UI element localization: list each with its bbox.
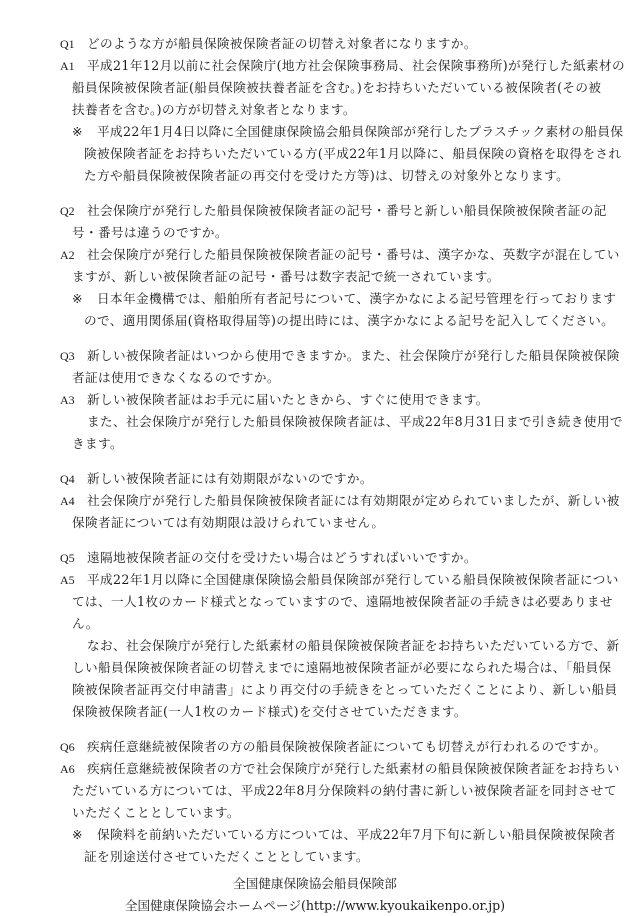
a5-text: 険被保険者証再交付申請書」により再交付の手続きをとっていただくことにより、新しい船員: [72, 682, 618, 697]
a2-text: 社会保険庁が発行した船員保険被保険者証の記号・番号は、漢字かな、英数字が混在してい: [87, 247, 620, 262]
a2-label: A2: [60, 248, 75, 262]
a1-note: 平成22年1月4日以降に全国健康保険協会船員保険部が発行したプラスチック素材の船員保: [97, 124, 624, 139]
q2-text: 号・番号は違うのですか。: [72, 225, 228, 240]
a4-text: 保険者証については有効期限は設けられていません。: [72, 515, 385, 530]
a4-label: A4: [60, 494, 75, 508]
a1-note: た方や船員保険被保険者証の再交付を受けた方等)は、切替えの対象外となります。: [84, 168, 570, 183]
a6-text: ただいている方については、平成22年8月分保険料の納付書に新しい被保険者証を同封させて: [72, 783, 617, 798]
q1-label: Q1: [60, 37, 75, 51]
a1-label: A1: [60, 59, 75, 73]
note-mark: ※: [72, 827, 83, 842]
a3-text: きます。: [72, 436, 123, 451]
a2-text: ますが、新しい被保険者証の記号・番号は数字表記で統一されています。: [72, 269, 500, 284]
note-mark: ※: [72, 291, 83, 306]
a3-label: A3: [60, 393, 75, 407]
footer-org: 全国健康保険協会船員保険部: [233, 876, 397, 891]
a3-text: 新しい被保険者証はお手元に届いたときから、すぐに使用できます。: [87, 392, 489, 407]
q4-text: 新しい被保険者証には有効期限がないのですか。: [87, 471, 373, 486]
q6-label: Q6: [60, 740, 75, 754]
a5-label: A5: [60, 573, 75, 587]
q1-text: どのような方が船員保険被保険者証の切替え対象者になりますか。: [87, 36, 477, 51]
q4-label: Q4: [60, 472, 75, 486]
a1-text: 平成21年12月以前に社会保険庁(地方社会保険事務局、社会保険事務所)が発行した紙素材の: [87, 58, 626, 73]
a5-text: 平成22年1月以降に全国健康保険協会船員保険部が発行している船員保険被保険者証につい: [87, 572, 619, 587]
a5-text: しい船員保険被保険者証の切替えまでに遠隔地被保険者証が必要になられた場合は、「船員保: [72, 660, 612, 675]
a6-note: 保険料を前納いただいている方については、平成22年7月下旬に新しい船員保険被保険者: [97, 827, 616, 842]
a6-label: A6: [60, 762, 75, 776]
q2-label: Q2: [60, 204, 75, 218]
q3-label: Q3: [60, 349, 75, 363]
a6-note: 証を別途送付させていただくこととしています。: [84, 849, 369, 864]
footer-homepage: 全国健康保険協会ホームページ(http://www.kyoukaikenpo.or.jp): [124, 898, 506, 913]
a5-text: ん。: [72, 616, 99, 631]
a2-note: ので、適用関係届(資格取得届等)の提出時には、漢字かなによる記号を記入してください。: [84, 313, 615, 328]
q2-text: 社会保険庁が発行した船員保険被保険者証の記号・番号と新しい船員保険被保険者証の記: [87, 203, 607, 218]
q6-text: 疾病任意継続被保険者の方の船員保険被保険者証についても切替えが行われるのですか。: [87, 739, 607, 754]
a2-note: 日本年金機構では、船舶所有者記号について、漢字かなによる記号管理を行っております: [97, 291, 617, 306]
a5-text: 保険被保険者証(一人1枚のカード様式)を交付させていただきます。: [72, 704, 467, 719]
a1-text: 船員保険被保険者証(船員保険被扶養者証を含む。)をお持ちいただいている被保険者(その被: [72, 80, 602, 95]
a6-text: 疾病任意継続被保険者の方で社会保険庁が発行した紙素材の船員保険被保険者証をお持ちい: [87, 761, 620, 776]
a1-text: 扶養者を含む。)の方が切替え対象者となります。: [72, 102, 356, 117]
a4-text: 社会保険庁が発行した船員保険被保険者証には有効期限が定められていましたが、新しい被: [87, 493, 620, 508]
q5-label: Q5: [60, 551, 75, 565]
q3-text: 新しい被保険者証はいつから使用できますか。また、社会保険庁が発行した船員保険被保険: [87, 348, 620, 363]
q5-text: 遠隔地被保険者証の交付を受けたい場合はどうすればいいですか。: [87, 550, 477, 565]
a3-text: また、社会保険庁が発行した船員保険被保険者証は、平成22年8月31日まで引き続き使用で: [87, 414, 623, 429]
q3-text: 者証は使用できなくなるのですか。: [72, 370, 280, 385]
note-mark: ※: [72, 124, 83, 139]
a5-text: なお、社会保険庁が発行した紙素材の船員保険被保険者証をお持ちいただいている方で、新: [87, 638, 620, 653]
a1-note: 険被保険者証をお持ちいただいている方(平成22年1月以降に、船員保険の資格を取得をされ: [84, 146, 622, 161]
a6-text: いただくこととしています。: [72, 805, 240, 820]
a5-text: ては、一人1枚のカード様式となっていますので、遠隔地被保険者証の手続きは必要ありませ: [72, 594, 613, 609]
